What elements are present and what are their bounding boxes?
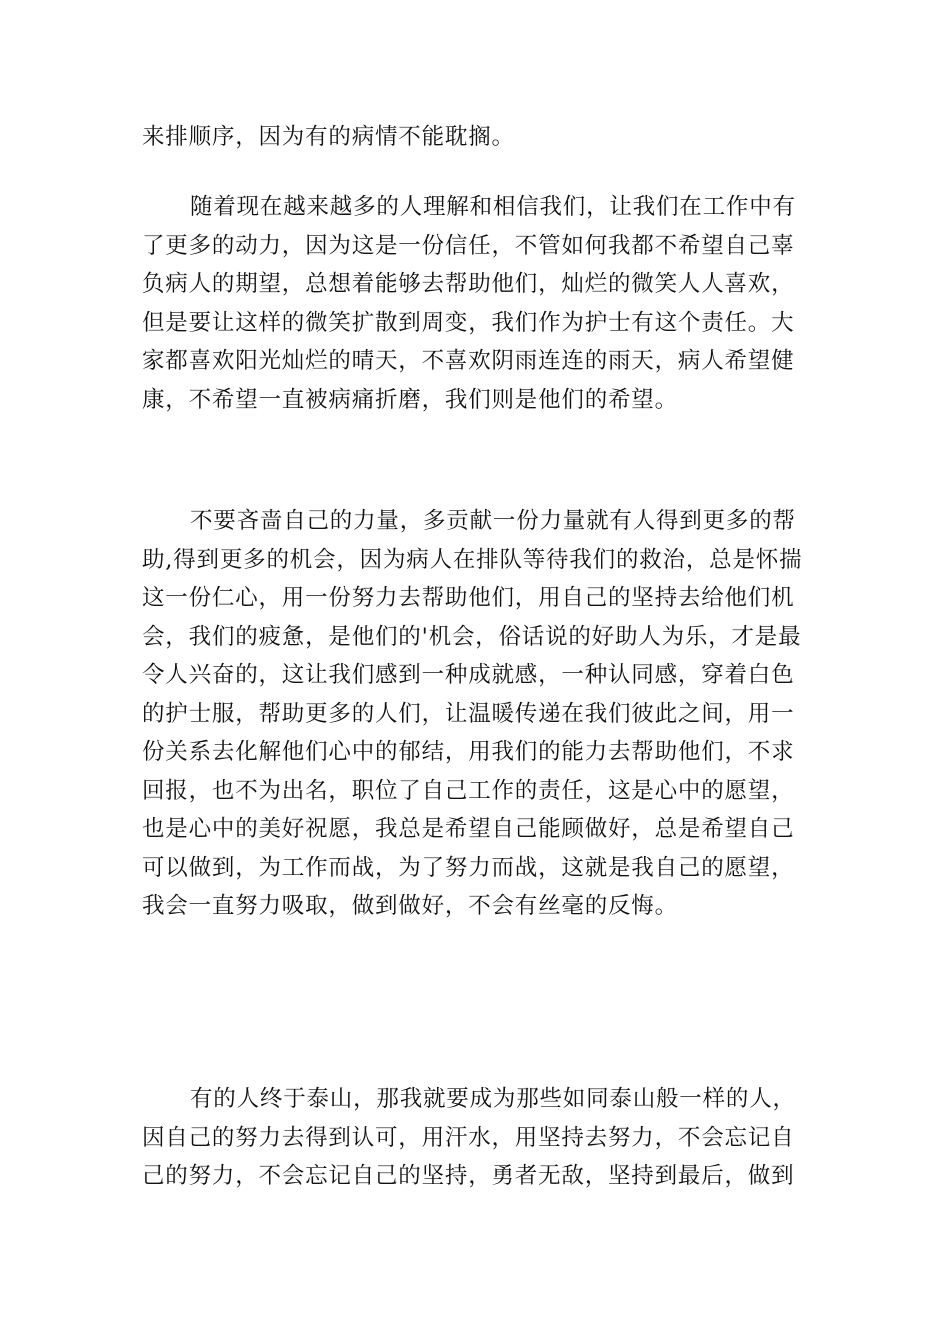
text-line: 可以做到，为工作而战，为了努力而战，这就是我自己的愿望， bbox=[142, 854, 795, 881]
paragraph-4 bbox=[142, 1080, 810, 1196]
text-line: 家都喜欢阳光灿烂的晴天，不喜欢阴雨连连的雨天，病人希望健 bbox=[142, 348, 795, 374]
text-line: 的护士服，帮助更多的人们，让温暖传递在我们彼此之间，用一 bbox=[142, 700, 795, 727]
text-line: 随着现在越来越多的人理解和相信我们，让我们在工作中有 bbox=[190, 194, 796, 220]
text-line: 这一份仁心，用一份努力去帮助他们，用自己的坚持去给他们机 bbox=[142, 585, 795, 611]
paragraph-2 bbox=[142, 188, 810, 419]
text-line: 我会一直努力吸取，做到做好，不会有丝毫的反悔。 bbox=[142, 893, 678, 919]
text-line: 但是要让这样的微笑扩散到周变，我们作为护士有这个责任。大 bbox=[142, 309, 795, 336]
text-line: 助,得到更多的机会，因为病人在排队等待我们的救治，总是怀揣 bbox=[142, 546, 803, 573]
text-line: 因自己的努力去得到认可，用汗水，用坚持去努力，不会忘记自 bbox=[142, 1124, 795, 1151]
paragraph-1 bbox=[142, 118, 810, 157]
text-line: 会，我们的疲惫，是他们的'机会，俗话说的好助人为乐，才是最 bbox=[142, 623, 802, 650]
text-line: 己的努力，不会忘记自己的坚持，勇者无敌，坚持到最后，做到 bbox=[142, 1163, 795, 1189]
text-line: 回报，也不为出名，职位了自己工作的责任，这是心中的愿望， bbox=[142, 777, 795, 804]
text-line: 有的人终于泰山，那我就要成为那些如同泰山般一样的人， bbox=[190, 1086, 796, 1112]
text-line: 份关系去化解他们心中的郁结，用我们的能力去帮助他们，不求 bbox=[142, 739, 795, 765]
text-line: 康，不希望一直被病痛折磨，我们则是他们的希望。 bbox=[142, 386, 678, 413]
text-line: 令人兴奋的，这让我们感到一种成就感，一种认同感，穿着白色 bbox=[142, 662, 795, 688]
text-line: 也是心中的美好祝愿，我总是希望自己能顾做好，总是希望自己 bbox=[142, 816, 795, 842]
text-line: 不要吝啬自己的力量，多贡献一份力量就有人得到更多的帮 bbox=[190, 508, 796, 534]
text-line: 来排顺序，因为有的病情不能耽搁。 bbox=[142, 124, 515, 150]
text-line: 负病人的期望，总想着能够去帮助他们，灿烂的微笑人人喜欢， bbox=[142, 271, 795, 297]
paragraph-3 bbox=[142, 502, 810, 926]
text-line: 了更多的动力，因为这是一份信任，不管如何我都不希望自己辜 bbox=[142, 232, 795, 259]
